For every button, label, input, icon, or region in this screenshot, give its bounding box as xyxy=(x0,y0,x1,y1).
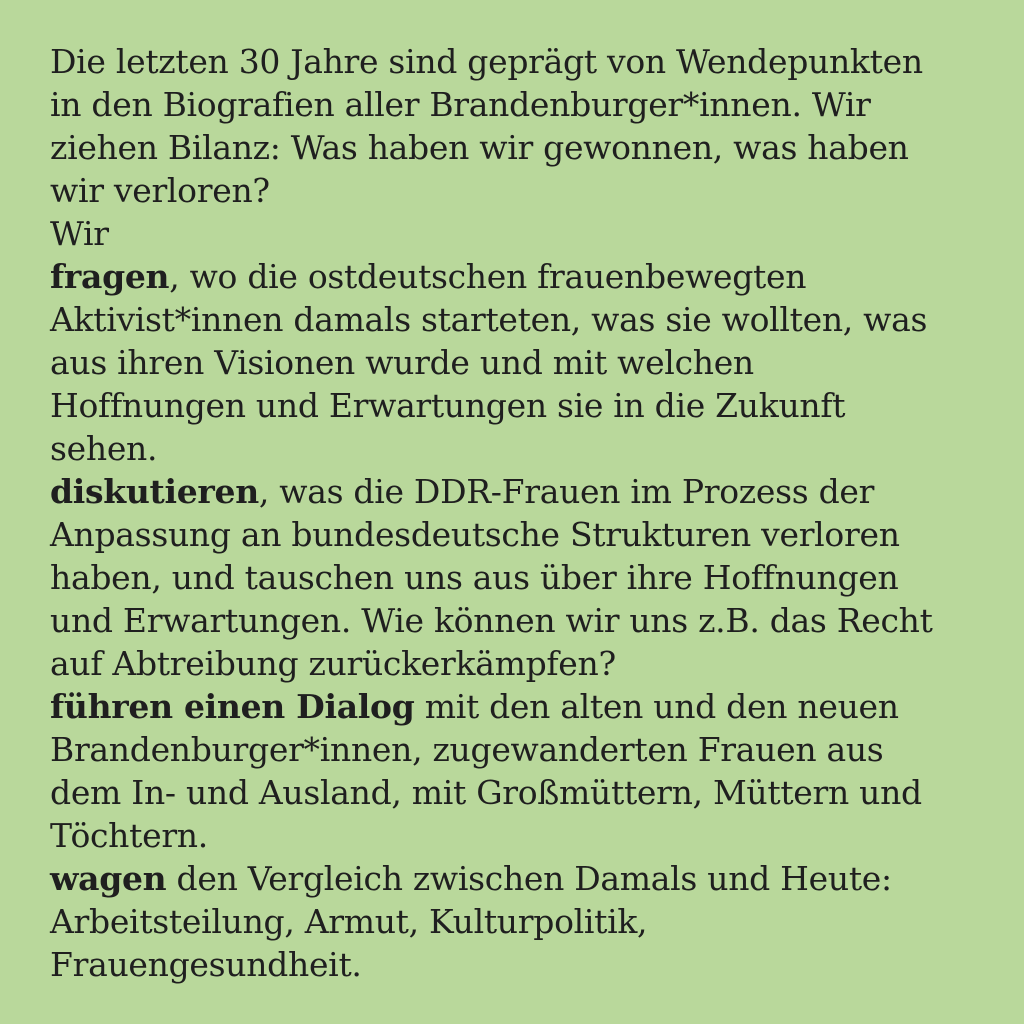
text-line-4: wir verloren? xyxy=(50,171,270,210)
keyword-fuehren-einen-dialog: führen einen Dialog xyxy=(50,687,415,726)
text-line-6: fragen, wo die ostdeutschen frauenbewegten xyxy=(50,257,807,296)
text-line-17: Brandenburger*innen, zugewanderten Frauen aus xyxy=(50,730,884,769)
text-line-22: Frauengesundheit. xyxy=(50,945,362,984)
text-line-10: sehen. xyxy=(50,429,158,468)
text-line-7: Aktivist*innen damals starteten, was sie wollten, was xyxy=(50,300,928,339)
text-line-2: in den Biografien aller Brandenburger*innen. Wir xyxy=(50,85,871,124)
text-line-12: Anpassung an bundesdeutsche Strukturen verloren xyxy=(50,515,900,554)
text-line-13: haben, und tauschen uns aus über ihre Hoffnungen xyxy=(50,558,899,597)
text-line-11: diskutieren, was die DDR-Frauen im Prozess der xyxy=(50,472,875,511)
text-line-14: und Erwartungen. Wie können wir uns z.B. das Recht xyxy=(50,601,933,640)
text-line-1: Die letzten 30 Jahre sind geprägt von Wendepunkten xyxy=(50,42,923,81)
keyword-fragen: fragen xyxy=(50,257,170,296)
text-line-19: Töchtern. xyxy=(50,816,208,855)
text-line-9: Hoffnungen und Erwartungen sie in die Zukunft xyxy=(50,386,846,425)
keyword-wagen: wagen xyxy=(50,859,167,898)
keyword-diskutieren: diskutieren xyxy=(50,472,259,511)
text-line-21: Arbeitsteilung, Armut, Kulturpolitik, xyxy=(50,902,648,941)
text-line-5: Wir xyxy=(50,214,109,253)
text-line-3: ziehen Bilanz: Was haben wir gewonnen, was haben xyxy=(50,128,909,167)
text-line-16: führen einen Dialog mit den alten und den neuen xyxy=(50,687,899,726)
text-line-20: wagen den Vergleich zwischen Damals und Heute: xyxy=(50,859,892,898)
text-line-18: dem In- und Ausland, mit Großmüttern, Müttern und xyxy=(50,773,922,812)
text-line-15: auf Abtreibung zurückerkämpfen? xyxy=(50,644,616,683)
text-line-8: aus ihren Visionen wurde und mit welchen xyxy=(50,343,754,382)
